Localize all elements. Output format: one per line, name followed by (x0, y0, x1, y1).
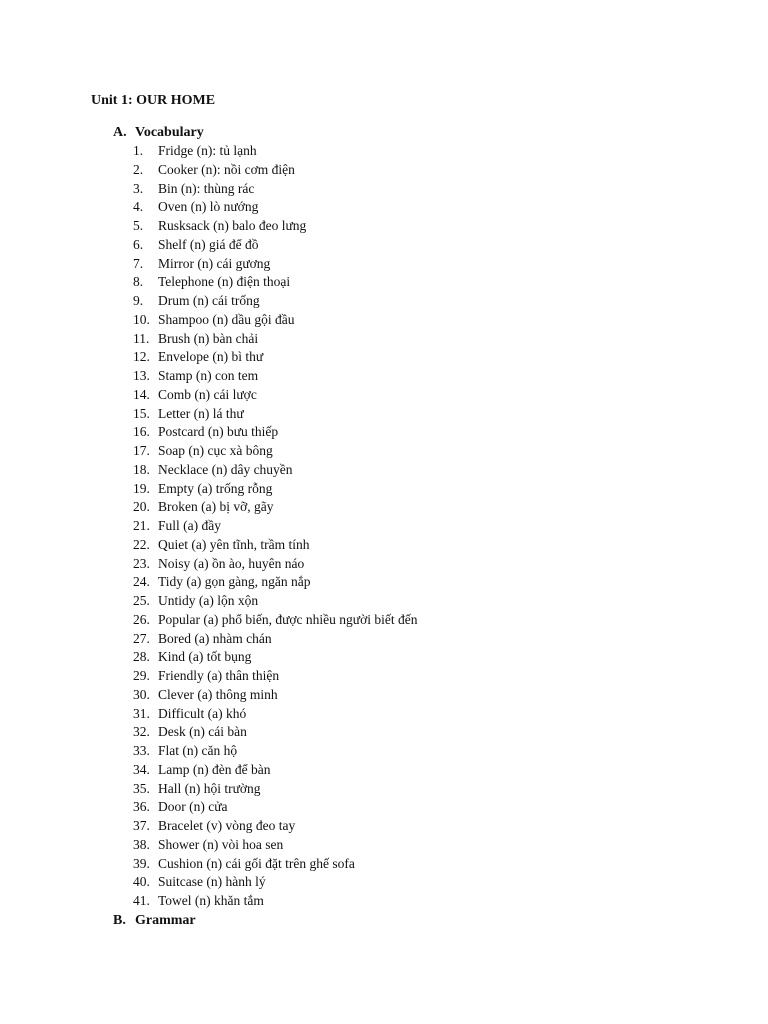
vocabulary-item (133, 648, 417, 667)
item-number: 11. (133, 330, 150, 346)
vocabulary-item (133, 198, 417, 217)
item-number: 38. (133, 836, 150, 852)
item-number: 28. (133, 649, 150, 665)
item-number: 16. (133, 424, 150, 440)
item-number: 9. (133, 293, 144, 308)
item-text: Quiet (a) yên tĩnh, trầm tính (158, 536, 310, 552)
section-letter: B. (113, 913, 126, 928)
vocabulary-item (133, 217, 417, 236)
item-text: Clever (a) thông minh (158, 686, 278, 702)
item-text: Shower (n) vòi hoa sen (158, 836, 284, 852)
item-text: Noisy (a) ồn ào, huyên náo (158, 555, 305, 571)
vocabulary-item (133, 180, 417, 199)
item-number: 21. (133, 518, 150, 533)
section-letter: A. (113, 125, 127, 140)
vocabulary-item (133, 592, 417, 611)
item-number: 4. (133, 199, 144, 215)
item-text: Suitcase (n) hành lý (158, 874, 266, 890)
section-grammar-heading (113, 911, 196, 931)
item-number: 41. (133, 893, 150, 908)
vocabulary-item (133, 892, 417, 911)
unit-title: Unit 1: OUR HOME (91, 93, 216, 108)
item-text: Soap (n) cục xà bông (158, 443, 273, 458)
item-number: 10. (133, 311, 150, 327)
item-number: 31. (133, 705, 150, 721)
vocabulary-item (133, 705, 417, 724)
vocabulary-item (133, 292, 417, 311)
item-number: 37. (133, 818, 150, 833)
vocabulary-item (133, 142, 417, 161)
item-text: Telephone (n) điện thoại (158, 274, 291, 290)
vocabulary-item (133, 573, 417, 592)
item-number: 25. (133, 593, 150, 608)
vocabulary-item (133, 461, 417, 480)
item-number: 1. (133, 143, 144, 158)
vocabulary-item (133, 780, 417, 799)
item-number: 7. (133, 255, 144, 271)
item-number: 29. (133, 668, 150, 683)
vocabulary-item (133, 517, 417, 536)
item-text: Envelope (n) bì thư (158, 349, 264, 365)
item-text: Postcard (n) bưu thiếp (158, 424, 279, 440)
vocabulary-item (133, 273, 417, 292)
item-text: Shampoo (n) dầu gội đầu (158, 311, 295, 327)
item-number: 23. (133, 555, 150, 571)
item-number: 17. (133, 443, 150, 458)
item-number: 32. (133, 724, 150, 740)
item-text: Bin (n): thùng rác (158, 180, 255, 196)
vocabulary-item (133, 330, 417, 349)
item-text: Brush (n) bàn chải (158, 330, 259, 346)
vocabulary-item (133, 423, 417, 442)
item-number: 2. (133, 161, 144, 177)
vocabulary-item (133, 367, 417, 386)
item-text: Desk (n) cái bàn (158, 724, 247, 740)
item-text: Cooker (n): nồi cơm điện (158, 161, 295, 177)
item-number: 40. (133, 874, 150, 890)
item-text: Empty (a) trống rỗng (158, 480, 273, 496)
item-number: 6. (133, 236, 144, 252)
section-vocabulary-heading (113, 123, 204, 143)
vocabulary-item (133, 555, 417, 574)
item-text: Flat (n) căn hộ (158, 743, 238, 758)
vocabulary-item (133, 255, 417, 274)
item-number: 35. (133, 780, 150, 796)
item-text: Fridge (n): tủ lạnh (158, 143, 257, 158)
item-text: Kind (a) tốt bụng (158, 649, 252, 665)
vocabulary-item (133, 348, 417, 367)
item-text: Bracelet (v) vòng đeo tay (158, 818, 296, 833)
item-text: Stamp (n) con tem (158, 368, 259, 383)
item-number: 3. (133, 180, 144, 196)
item-text: Hall (n) hội trường (158, 780, 261, 796)
vocabulary-item (133, 667, 417, 686)
vocabulary-item (133, 498, 417, 517)
item-number: 34. (133, 761, 150, 777)
vocabulary-item (133, 630, 417, 649)
vocabulary-item (133, 311, 417, 330)
item-number: 36. (133, 799, 150, 815)
item-number: 15. (133, 405, 150, 421)
item-number: 5. (133, 218, 144, 233)
vocabulary-item (133, 873, 417, 892)
vocabulary-item (133, 798, 417, 817)
item-number: 20. (133, 499, 150, 515)
item-number: 26. (133, 611, 150, 627)
item-text: Towel (n) khăn tắm (158, 893, 264, 908)
section-label: Grammar (135, 913, 196, 928)
item-text: Bored (a) nhàm chán (158, 630, 272, 646)
item-number: 30. (133, 686, 150, 702)
item-text: Difficult (a) khó (158, 705, 247, 721)
item-text: Tidy (a) gọn gàng, ngăn nắp (158, 574, 311, 590)
item-number: 39. (133, 855, 150, 871)
vocabulary-item (133, 611, 417, 630)
item-text: Full (a) đầy (158, 518, 221, 533)
item-number: 27. (133, 630, 150, 646)
item-number: 19. (133, 480, 150, 496)
item-text: Popular (a) phổ biến, được nhiều người biết đến (158, 611, 418, 627)
item-number: 13. (133, 368, 150, 383)
item-text: Broken (a) bị vỡ, gãy (158, 499, 274, 515)
item-text: Lamp (n) đèn để bàn (158, 761, 271, 777)
vocabulary-item (133, 761, 417, 780)
item-text: Oven (n) lò nướng (158, 199, 259, 215)
section-label: Vocabulary (135, 125, 204, 140)
vocabulary-item (133, 855, 417, 874)
item-text: Necklace (n) dây chuyền (158, 461, 293, 477)
vocabulary-item (133, 386, 417, 405)
item-text: Cushion (n) cái gối đặt trên ghế sofa (158, 855, 355, 871)
item-text: Friendly (a) thân thiện (158, 668, 280, 683)
item-text: Shelf (n) giá để đồ (158, 236, 259, 252)
item-number: 24. (133, 574, 150, 590)
vocabulary-item (133, 442, 417, 461)
item-text: Mirror (n) cái gương (158, 255, 271, 271)
item-text: Comb (n) cái lược (158, 386, 257, 402)
item-text: Letter (n) lá thư (158, 405, 244, 421)
vocabulary-item (133, 236, 417, 255)
vocabulary-list (133, 142, 417, 911)
item-text: Untidy (a) lộn xộn (158, 593, 259, 608)
vocabulary-item (133, 723, 417, 742)
vocabulary-item (133, 161, 417, 180)
vocabulary-item (133, 405, 417, 424)
vocabulary-item (133, 480, 417, 499)
item-number: 8. (133, 274, 144, 290)
vocabulary-item (133, 536, 417, 555)
vocabulary-item (133, 686, 417, 705)
vocabulary-item (133, 817, 417, 836)
vocabulary-item (133, 742, 417, 761)
item-number: 33. (133, 743, 150, 758)
item-number: 14. (133, 386, 150, 402)
item-text: Drum (n) cái trống (158, 293, 260, 308)
item-number: 12. (133, 349, 150, 365)
vocabulary-item (133, 836, 417, 855)
item-number: 22. (133, 536, 150, 552)
item-number: 18. (133, 461, 150, 477)
item-text: Rusksack (n) balo đeo lưng (158, 218, 307, 233)
item-text: Door (n) cửa (158, 799, 228, 815)
